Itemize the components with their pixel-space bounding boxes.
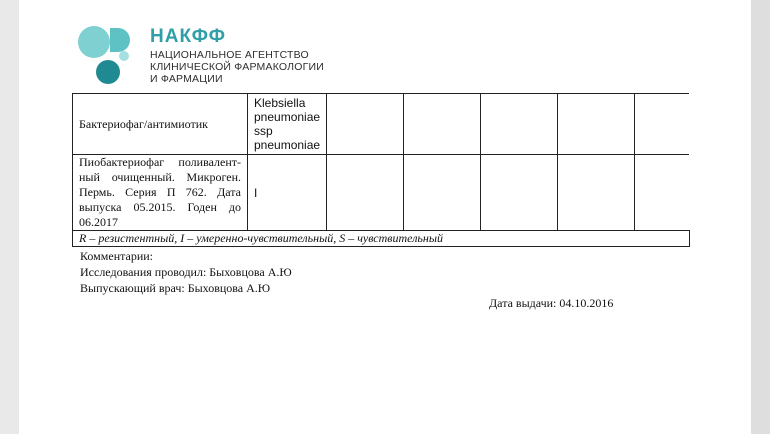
organism-cell [248, 94, 327, 155]
header-label-cell: Бактериофаг/антимиотик [73, 94, 248, 155]
legend-row [73, 231, 690, 247]
organism-line: pneumoniae [254, 138, 321, 152]
legend-cell: R – резистентный, I – умеренно-чувствительный, S – чувствительный [73, 231, 690, 247]
organism-line: ssp [254, 124, 273, 138]
page-edge [751, 0, 770, 434]
issuing-doctor-line: Выпускающий врач: Быховцова А.Ю [80, 281, 271, 295]
brand-tagline-line-1: НАЦИОНАЛЬНОЕ АГЕНТСТВО [150, 49, 309, 61]
empty-column-cell [481, 94, 558, 155]
empty-column-cell [481, 155, 558, 231]
comments-label: Комментарии: [80, 249, 154, 263]
empty-column-cell [635, 155, 690, 231]
empty-column-cell [404, 155, 481, 231]
susceptibility-table [72, 93, 690, 247]
empty-column-cell [635, 94, 690, 155]
empty-column-cell [558, 94, 635, 155]
table-row [73, 155, 690, 231]
researcher-line: Исследования проводил: Быховцова А.Ю [80, 265, 292, 279]
issue-date: Дата выдачи: 04.10.2016 [489, 296, 614, 310]
empty-column-cell [327, 155, 404, 231]
organism-line: Klebsiella [254, 96, 306, 110]
brand-name: НАКФФ [150, 26, 226, 47]
brand-tagline-line-2: КЛИНИЧЕСКОЙ ФАРМАКОЛОГИИ [150, 61, 324, 73]
nakff-logo [74, 22, 144, 86]
empty-column-cell [404, 94, 481, 155]
result-cell: I [248, 155, 327, 231]
brand-tagline-line-3: И ФАРМАЦИИ [150, 73, 223, 85]
table-header-row [73, 94, 690, 155]
organism-line: pneumoniae [254, 110, 321, 124]
empty-column-cell [327, 94, 404, 155]
empty-column-cell [558, 155, 635, 231]
drug-cell: Пиобактериофаг поливалент-ный очищенный. Микроген. Пермь. Серия П 762. Дата выпуска 05.2015. Годен до 06.2017 [73, 155, 248, 231]
